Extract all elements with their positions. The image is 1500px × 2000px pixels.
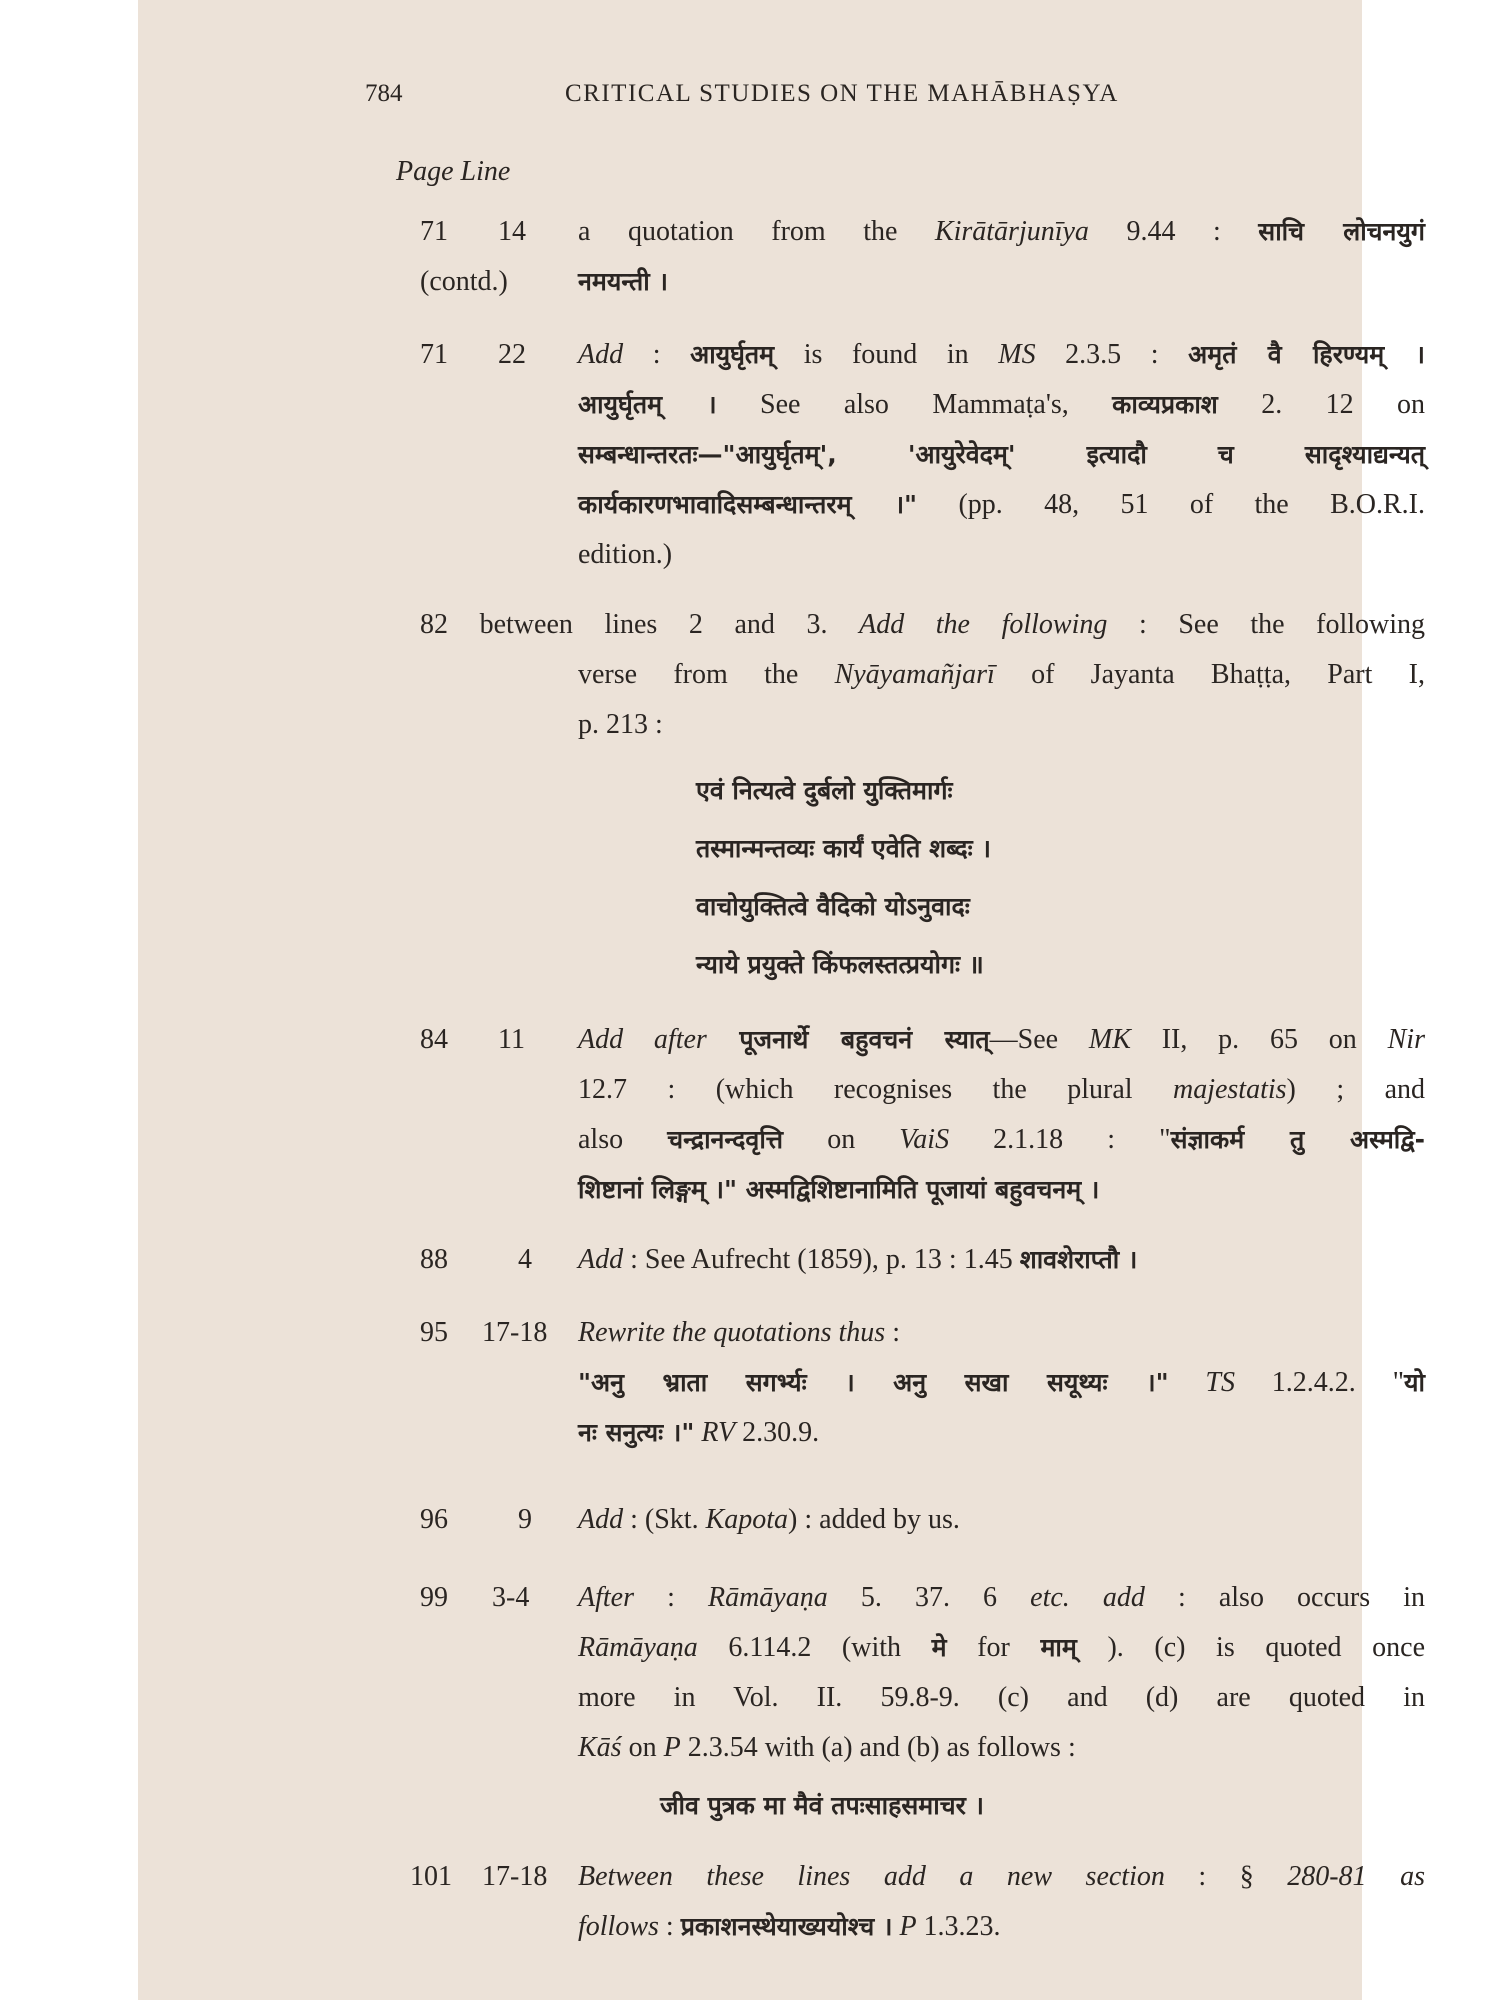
entry-95-17-18: [420, 1308, 1425, 1458]
entry-line: 11: [498, 1024, 525, 1055]
entry-text: Add : See Aufrecht (1859), p. 13 : 1.45 शावशेराप्तौ ।: [578, 1244, 1138, 1275]
entry-page: 82: [420, 609, 448, 640]
entry-88-4: [420, 1235, 1425, 1285]
page-number: 784: [365, 80, 403, 107]
entry-line: 17-18: [482, 1317, 548, 1348]
entry-page: 95: [420, 1317, 448, 1348]
entry-page: 84: [420, 1024, 448, 1055]
entry-page: 101: [410, 1861, 452, 1892]
entry-71-22: [420, 330, 1425, 580]
verse-line: न्याये प्रयुक्ते किंफलस्तत्प्रयोगः ॥: [696, 950, 984, 979]
entry-96-9: [420, 1495, 1425, 1545]
entry-line: 22: [498, 339, 526, 370]
entry-text: Add : (Skt. Kapota) : added by us.: [578, 1504, 960, 1535]
entry-line: 9: [518, 1504, 532, 1535]
entry-text: After : Rāmāyaṇa 5. 37. 6 etc. add : also occurs in Rāmāyaṇa 6.114.2 (with मे for माम् ). (c) is quoted once more in Vol. II. 59.8-9. (c) and (d) are quoted in Kāś on P 2.3.54 with (a) and (b) as follows : जीव पुत्रक मा मैवं तपःसाहसमाचर ।: [578, 1582, 1425, 1820]
entry-line: 4: [518, 1244, 532, 1275]
entry-text: verse from the Nyāyamañjarī of Jayanta Bhaṭṭa, Part I, p. 213 :: [578, 659, 1425, 740]
entry-page: 71: [420, 216, 448, 247]
running-title: CRITICAL STUDIES ON THE MAHĀBHAṢYA: [565, 80, 1119, 107]
entry-71-14: [420, 207, 1425, 307]
entry-line: 14: [498, 216, 526, 247]
book-page: [138, 0, 1426, 2000]
entry-99-3-4: [420, 1573, 1425, 1831]
entry-page: 99: [420, 1582, 448, 1613]
entry-contd: (contd.): [420, 266, 508, 297]
verse-line: तस्मान्मन्तव्यः कार्यं एवेति शब्दः ।: [696, 834, 991, 863]
entry-line: 17-18: [482, 1861, 548, 1892]
entry-page: 71: [420, 339, 448, 370]
entry-text: Add : आयुर्घृतम् is found in MS 2.3.5 : अमृतं वै हिरण्यम् । आयुर्घृतम् । See also Mammaṭa's, काव्यप्रकाश 2. 12 on सम्बन्धान्तरतः—"आयुर्घृतम्', 'आयुरेवेदम्' इत्यादौ च सादृश्याद्यन्यत् कार्यकारणभावादिसम्बन्धान्तरम् ।" (pp. 48, 51 of the B.O.R.I. edition.): [578, 339, 1426, 570]
entry-text: Rewrite the quotations thus : "अनु भ्राता सगर्भ्यः । अनु सखा सयूथ्यः ।" TS 1.2.4.2. "यो नः सनुत्यः ।" RV 2.30.9.: [578, 1317, 1425, 1448]
entry-first-line: 82 between lines 2 and 3. Add the following : See the following: [420, 609, 1426, 640]
entry-text: a quotation from the Kirātārjunīya 9.44 : साचि लोचनयुगं नमयन्ती ।: [578, 216, 1425, 296]
entry-84-11: [420, 1015, 1425, 1215]
verse-line: वाचोयुक्तित्वे वैदिको योऽनुवादः: [696, 892, 970, 921]
entry-line: 3-4: [492, 1582, 530, 1613]
entry-text: Add after पूजनार्थे बहुवचनं स्यात्—See MK II, p. 65 on Nir 12.7 : (which recognises the plural majestatis) ; and also चन्द्रानन्दवृत्ति on VaiS 2.1.18 : "संज्ञाकर्म तु अस्मद्वि- शिष्टानां लिङ्गम् ।" अस्मद्विशिष्टानामिति पूजायां बहुवचनम् ।: [578, 1024, 1425, 1204]
verse-block: [696, 762, 991, 994]
entry-page: 96: [420, 1504, 448, 1535]
entry-101-17-18: [410, 1852, 1425, 1952]
entry-page: 88: [420, 1244, 448, 1275]
verse-line: एवं नित्यत्वे दुर्बलो युक्तिमार्गः: [696, 776, 953, 805]
column-heading: Page Line: [396, 156, 511, 187]
entry-text: Between these lines add a new section : § 280-81 as follows : प्रकाशनस्थेयाख्ययोश्च । P 1.3.23.: [578, 1861, 1425, 1942]
entry-82: [420, 600, 1425, 750]
